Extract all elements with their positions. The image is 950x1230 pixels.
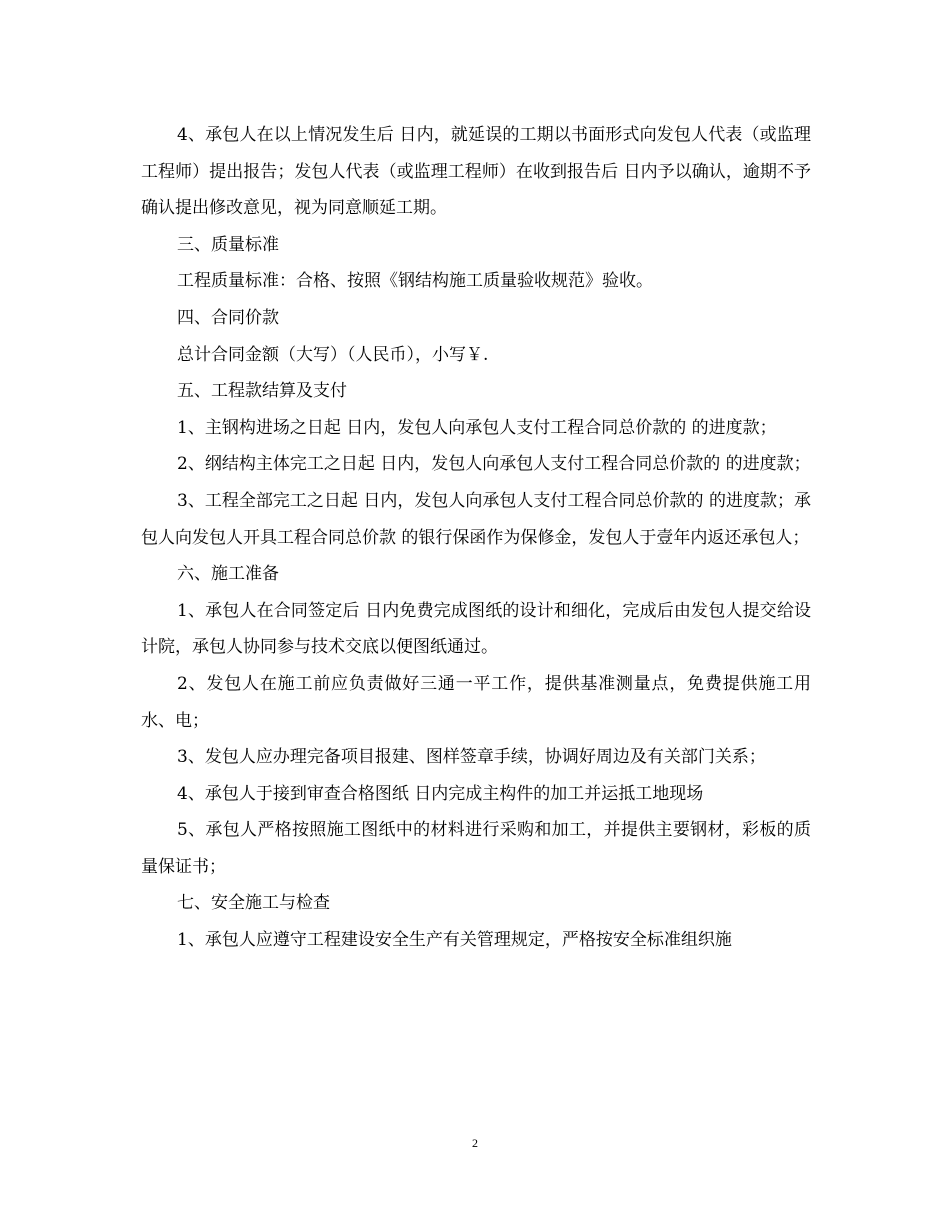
paragraph-preparation-5: 5、承包人严格按照施工图纸中的材料进行采购和加工，并提供主要钢材，彩板的质量保证书； <box>141 820 811 877</box>
paragraph-preparation-3: 3、发包人应办理完备项目报建、图样签章手续，协调好周边及有关部门关系； <box>177 747 766 768</box>
paragraph-payment-1: 1、主钢构进场之日起 日内，发包人向承包人支付工程合同总价款的 的进度款； <box>177 417 777 438</box>
section-heading-contract-price: 四、合同价款 <box>177 307 279 328</box>
paragraph-payment-3: 3、工程全部完工之日起 日内，发包人向承包人支付工程合同总价款的 的进度款；承包人向发包人开具工程合同总价款 的银行保函作为保修金，发包人于壹年内返还承包人； <box>141 490 811 548</box>
section-heading-payment: 五、工程款结算及支付 <box>177 381 347 402</box>
section-heading-preparation: 六、施工准备 <box>177 564 279 585</box>
section-heading-quality-standard: 三、质量标准 <box>177 234 279 255</box>
paragraph-delay-report: 4、承包人在以上情况发生后 日内，就延误的工期以书面形式向发包人代表（或监理工程师）提出报告；发包人代表（或监理工程师）在收到报告后 日内予以确认，逾期不予确认提出修改意见，视为同意顺延工期。 <box>141 125 811 219</box>
page-number: 2 <box>472 1136 478 1150</box>
paragraph-preparation-2: 2、发包人在施工前应负责做好三通一平工作，提供基准测量点，免费提供施工用水、电； <box>141 673 811 731</box>
paragraph-preparation-4: 4、承包人于接到审查合格图纸 日内完成主构件的加工并运抵工地现场 <box>177 783 704 804</box>
paragraph-safety-1: 1、承包人应遵守工程建设安全生产有关管理规定，严格按安全标准组织施 <box>177 930 732 951</box>
section-heading-safety: 七、安全施工与检查 <box>177 893 330 914</box>
document-body <box>141 117 811 959</box>
paragraph-quality-standard: 工程质量标准：合格、按照《钢结构施工质量验收规范》验收。 <box>177 271 653 292</box>
paragraph-contract-amount: 总计合同金额（大写）（人民币），小写￥. <box>177 344 489 365</box>
paragraph-payment-2: 2、纲结构主体完工之日起 日内，发包人向承包人支付工程合同总价款的 的进度款； <box>177 454 811 475</box>
paragraph-preparation-1: 1、承包人在合同签定后 日内免费完成图纸的设计和细化，完成后由发包人提交给设计院，承包人协同参与技术交底以便图纸通过。 <box>141 600 811 658</box>
